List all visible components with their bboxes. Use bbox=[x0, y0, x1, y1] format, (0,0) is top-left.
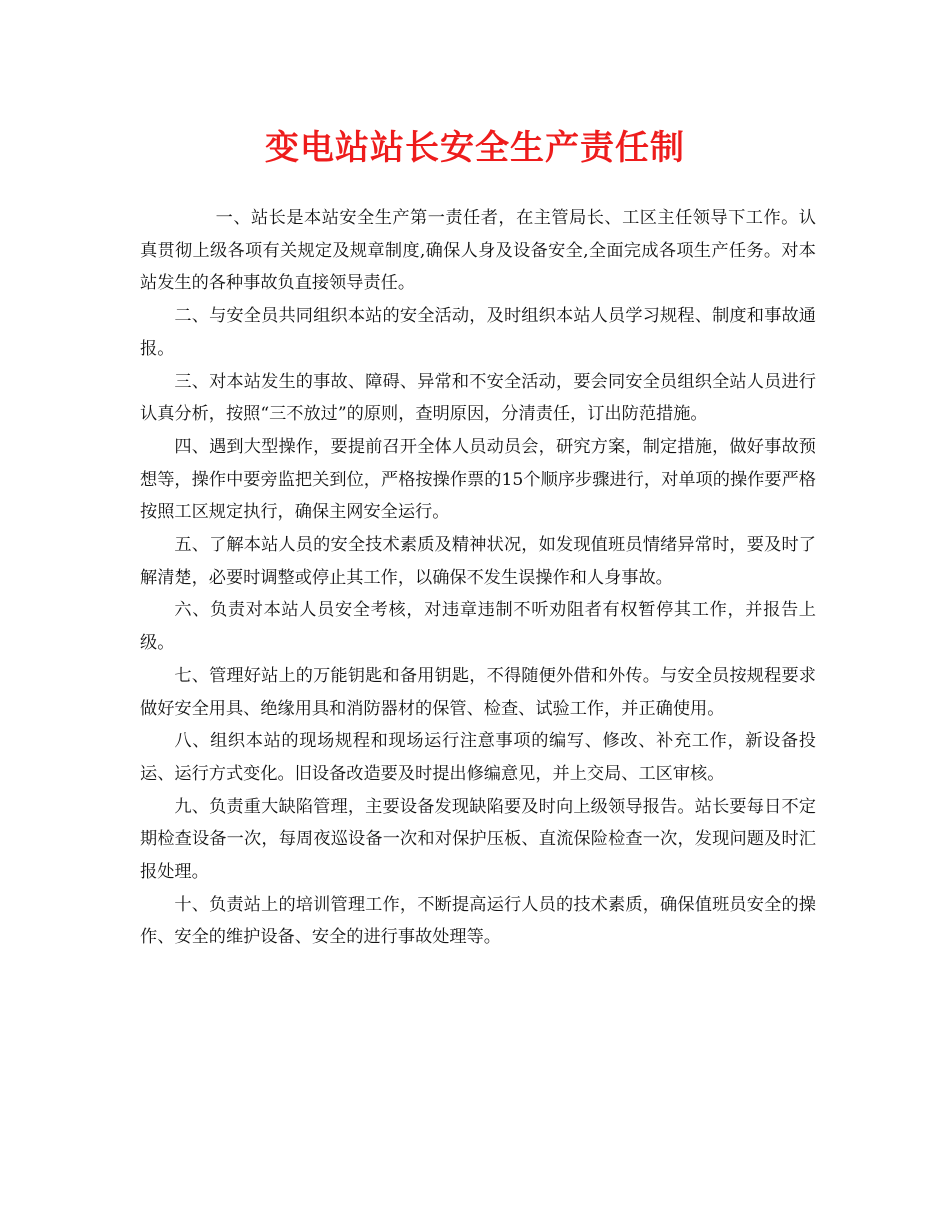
paragraph-4: 四、遇到大型操作，要提前召开全体人员动员会，研究方案，制定措施，做好事故预想等，操作中要旁监把关到位，严格按操作票的15个顺序步骤进行，对单项的操作要严格按照工区规定执行，确保主网安全运行。 bbox=[140, 436, 816, 523]
paragraph-7: 七、管理好站上的万能钥匙和备用钥匙，不得随便外借和外传。与安全员按规程要求做好安全用具、绝缘用具和消防器材的保管、检查、试验工作，并正确使用。 bbox=[140, 665, 816, 719]
paragraph-8: 八、组织本站的现场规程和现场运行注意事项的编写、修改、补充工作，新设备投运、运行方式变化。旧设备改造要及时提出修编意见，并上交局、工区审核。 bbox=[140, 731, 816, 784]
paragraph-6: 六、负责对本站人员安全考核，对违章违制不听劝阻者有权暂停其工作，并报告上级。 bbox=[140, 600, 816, 654]
paragraph-5: 五、了解本站人员的安全技术素质及精神状况，如发现值班员情绪异常时，要及时了解清楚，必要时调整或停止其工作，以确保不发生误操作和人身事故。 bbox=[140, 535, 816, 588]
paragraph-3: 三、对本站发生的事故、障碍、异常和不安全活动，要会同安全员组织全站人员进行认真分析，按照“三不放过”的原则，查明原因，分清责任，订出防范措施。 bbox=[140, 371, 816, 425]
paragraph-10: 十、负责站上的培训管理工作，不断提高运行人员的技术素质，确保值班员安全的操作、安全的维护设备、安全的进行事故处理等。 bbox=[140, 894, 816, 948]
paragraph-2: 二、与安全员共同组织本站的安全活动，及时组织本站人员学习规程、制度和事故通报。 bbox=[140, 306, 816, 359]
document-title: 变电站站长安全生产责任制 bbox=[265, 128, 685, 168]
paragraph-9: 九、负责重大缺陷管理，主要设备发现缺陷要及时向上级领导报告。站长要每日不定期检查设备一次，每周夜巡设备一次和对保护压板、直流保险检查一次，发现问题及时汇报处理。 bbox=[140, 796, 816, 883]
paragraph-1: 一、站长是本站安全生产第一责任者，在主管局长、工区主任领导下工作。认真贯彻上级各项有关规定及规章制度,确保人身及设备安全,全面完成各项生产任务。对本站发生的各种事故负直接领导责任。 bbox=[140, 208, 816, 294]
document-body bbox=[140, 202, 816, 954]
